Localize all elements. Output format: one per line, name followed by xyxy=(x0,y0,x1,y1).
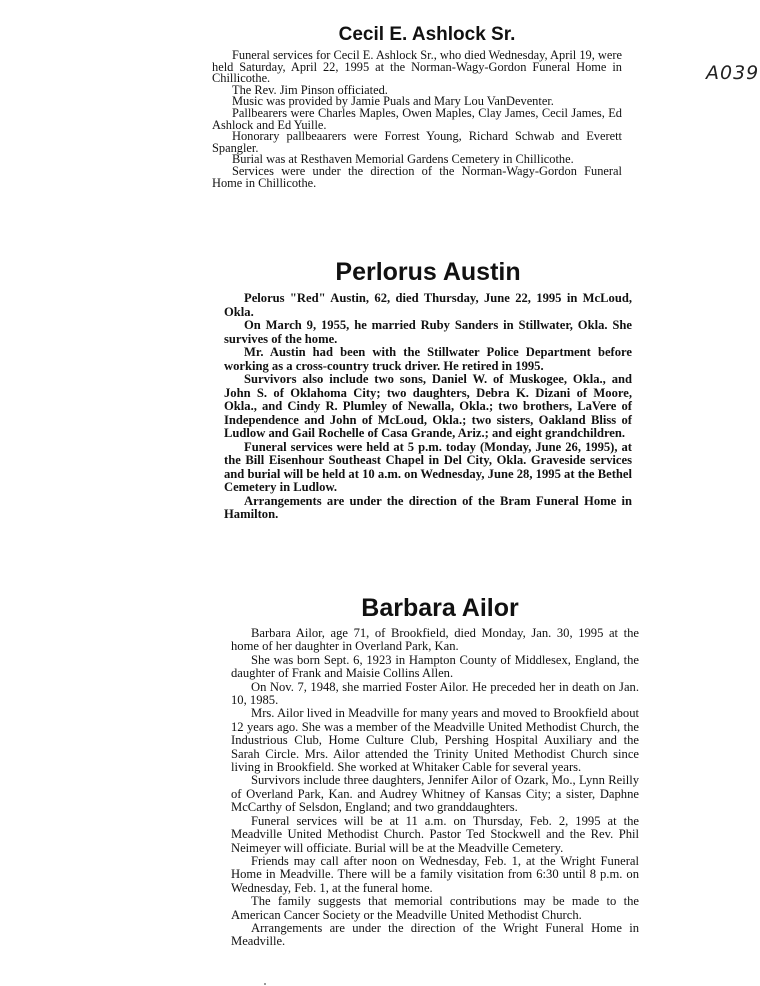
obituary-paragraph: Burial was at Resthaven Memorial Gardens Cemetery in Chillicothe. xyxy=(232,152,574,167)
obituary-paragraph: Pallbearers were Charles Maples, Owen Maples, Clay James, Cecil James, Ed Ashlock and Ed Yuille. xyxy=(212,105,622,132)
obituary-paragraph: Funeral services will be at 11 a.m. on Thursday, Feb. 2, 1995 at the Meadville United Methodist Church. Pastor Ted Stockwell and the Rev. Phil Neimeyer will officiate. Burial will be at the Meadville Cemetery. xyxy=(231,813,639,855)
obituary-paragraph: Arrangements are under the direction of the Bram Funeral Home in Hamilton. xyxy=(224,493,632,521)
obituary-paragraph: On March 9, 1955, he married Ruby Sanders in Stillwater, Okla. She survives of the home. xyxy=(224,318,632,346)
obituary-name: Cecil E. Ashlock Sr. xyxy=(338,24,516,45)
obituary-paragraph: Barbara Ailor, age 71, of Brookfield, died Monday, Jan. 30, 1995 at the home of her daughter in Overland Park, Kan. xyxy=(231,626,639,654)
obituary-paragraph: Arrangements are under the direction of the Wright Funeral Home in Meadville. xyxy=(231,920,639,949)
scan-speck xyxy=(264,983,266,985)
obituary-paragraph: Funeral services for Cecil E. Ashlock Sr., who died Wednesday, April 19, were held Saturday, April 22, 1995 at the Norman-Wagy-Gordon Funeral Home in Chillicothe. xyxy=(212,48,622,86)
obituary-name: Barbara Ailor xyxy=(361,594,519,622)
obituary-paragraph: Survivors include three daughters, Jennifer Ailor of Ozark, Mo., Lynn Reilly of Overland Park, Kan. and Audrey Whitney of Kansas City; a sister, Daphne McCarthy of Selsdon, England; and two granddaughters. xyxy=(231,773,639,815)
obituary-paragraph: Services were under the direction of the Norman-Wagy-Gordon Funeral Home in Chillicothe. xyxy=(212,163,622,190)
obituary-name: Perlorus Austin xyxy=(335,258,521,286)
obituary-paragraph: Honorary pallbeaarers were Forrest Young, Richard Schwab and Everett Spangler. xyxy=(212,129,622,155)
obituary-paragraph: Funeral services were held at 5 p.m. today (Monday, June 26, 1995), at the Bill Eisenhour Southeast Chapel in Del City, Okla. Graveside services and burial will be held at 10 a.m. on Wednesday, June 28, 1995 at the Bethel Cemetery in Ludlow. xyxy=(224,439,632,494)
obituary-paragraph: The Rev. Jim Pinson officiated. xyxy=(232,82,388,97)
handwritten-code: A039 xyxy=(706,62,760,84)
obituary-paragraph: The family suggests that memorial contributions may be made to the American Cancer Society or the Meadville United Methodist Church. xyxy=(231,894,639,922)
obituary-cecil-ashlock xyxy=(212,24,622,189)
obituary-paragraph: Mr. Austin had been with the Stillwater Police Department before working as a cross-country truck driver. He retired in 1995. xyxy=(224,345,632,373)
obituary-paragraph: She was born Sept. 6, 1923 in Hampton County of Middlesex, England, the daughter of Frank and Maisie Collins Allen. xyxy=(231,652,639,681)
obituary-paragraph: Friends may call after noon on Wednesday, Feb. 1, at the Wright Funeral Home in Meadville. There will be a family visitation from 6:30 until 8 p.m. on Wednesday, Feb. 1, at the funeral home. xyxy=(231,853,639,895)
obituary-paragraph: Mrs. Ailor lived in Meadville for many years and moved to Brookfield about 12 years ago. She was a member of the Meadville United Methodist Church, the Industrious Club, Home Culture Club, Pershing Hospital Auxiliary and the Sarah Circle. Mrs. Ailor attended the Trinity United Methodist Church since living in Brookfield. She worked at Whitaker Cable for several years. xyxy=(231,706,639,775)
obituary-paragraph: Survivors also include two sons, Daniel W. of Muskogee, Okla., and John S. of Oklahoma City; two daughters, Debra K. Dizani of Moore, Okla., and Cindy R. Plumley of Newalla, Okla.; two brothers, LaVere of Independence and John of McLoud, Okla.; two sisters, Oakland Bliss of Ludlow and Gail Rochelle of Casa Grande, Ariz.; and eight grandchildren. xyxy=(224,372,632,440)
obituary-paragraph: On Nov. 7, 1948, she married Foster Ailor. He preceded her in death on Jan. 10, 1985. xyxy=(231,679,639,708)
obituary-barbara-ailor xyxy=(231,594,639,949)
obituary-paragraph: Music was provided by Jamie Puals and Mary Lou VanDeventer. xyxy=(232,94,554,109)
obituary-paragraph: Pelorus "Red" Austin, 62, died Thursday, June 22, 1995 in McLoud, Okla. xyxy=(224,291,632,319)
obituary-perlorus-austin xyxy=(224,258,632,522)
